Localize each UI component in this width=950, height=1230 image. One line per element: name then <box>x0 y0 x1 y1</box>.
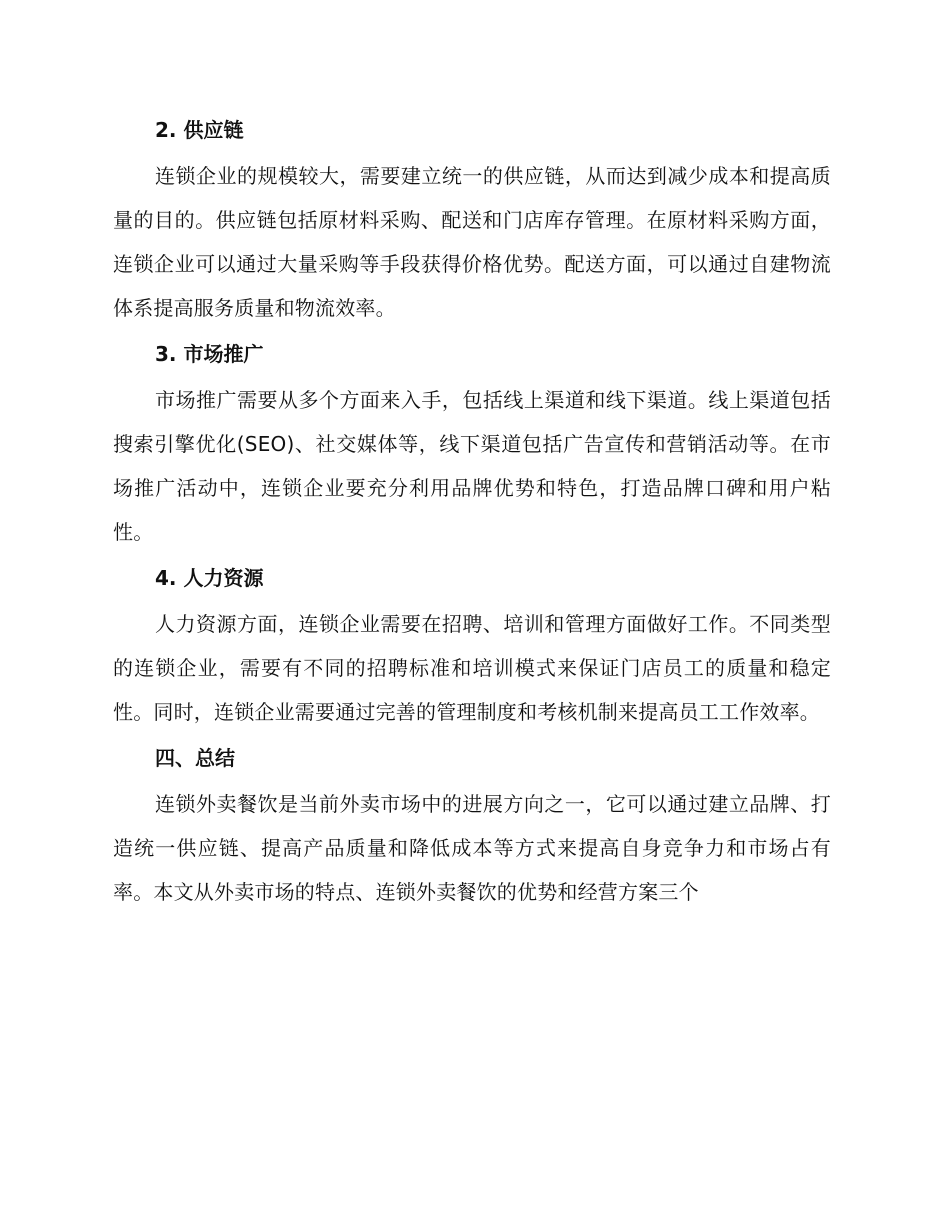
section-heading: 3. 市场推广 <box>155 342 264 366</box>
document-body <box>113 110 831 918</box>
section-heading: 四、总结 <box>155 746 235 770</box>
section-marketing <box>113 334 831 554</box>
section-paragraph: 连锁企业的规模较大，需要建立统一的供应链，从而达到减少成本和提高质量的目的。供应链包括原材料采购、配送和门店库存管理。在原材料采购方面，连锁企业可以通过大量采购等手段获得价格优势。配送方面，可以通过自建物流体系提高服务质量和物流效率。 <box>113 164 831 320</box>
section-heading: 4. 人力资源 <box>155 566 264 590</box>
section-summary <box>113 738 831 914</box>
section-paragraph: 连锁外卖餐饮是当前外卖市场中的进展方向之一，它可以通过建立品牌、打造统一供应链、提高产品质量和降低成本等方式来提高自身竞争力和市场占有率。本文从外卖市场的特点、连锁外卖餐饮的优势和经营方案三个 <box>113 792 831 904</box>
section-human-resources <box>113 558 831 734</box>
section-paragraph: 人力资源方面，连锁企业需要在招聘、培训和管理方面做好工作。不同类型的连锁企业，需要有不同的招聘标准和培训模式来保证门店员工的质量和稳定性。同时，连锁企业需要通过完善的管理制度和考核机制来提高员工工作效率。 <box>113 612 831 724</box>
section-supply-chain <box>113 110 831 330</box>
section-heading: 2. 供应链 <box>155 118 244 142</box>
section-paragraph: 市场推广需要从多个方面来入手，包括线上渠道和线下渠道。线上渠道包括搜索引擎优化(SEO)、社交媒体等，线下渠道包括广告宣传和营销活动等。在市场推广活动中，连锁企业要充分利用品牌优势和特色，打造品牌口碑和用户粘性。 <box>113 388 831 544</box>
